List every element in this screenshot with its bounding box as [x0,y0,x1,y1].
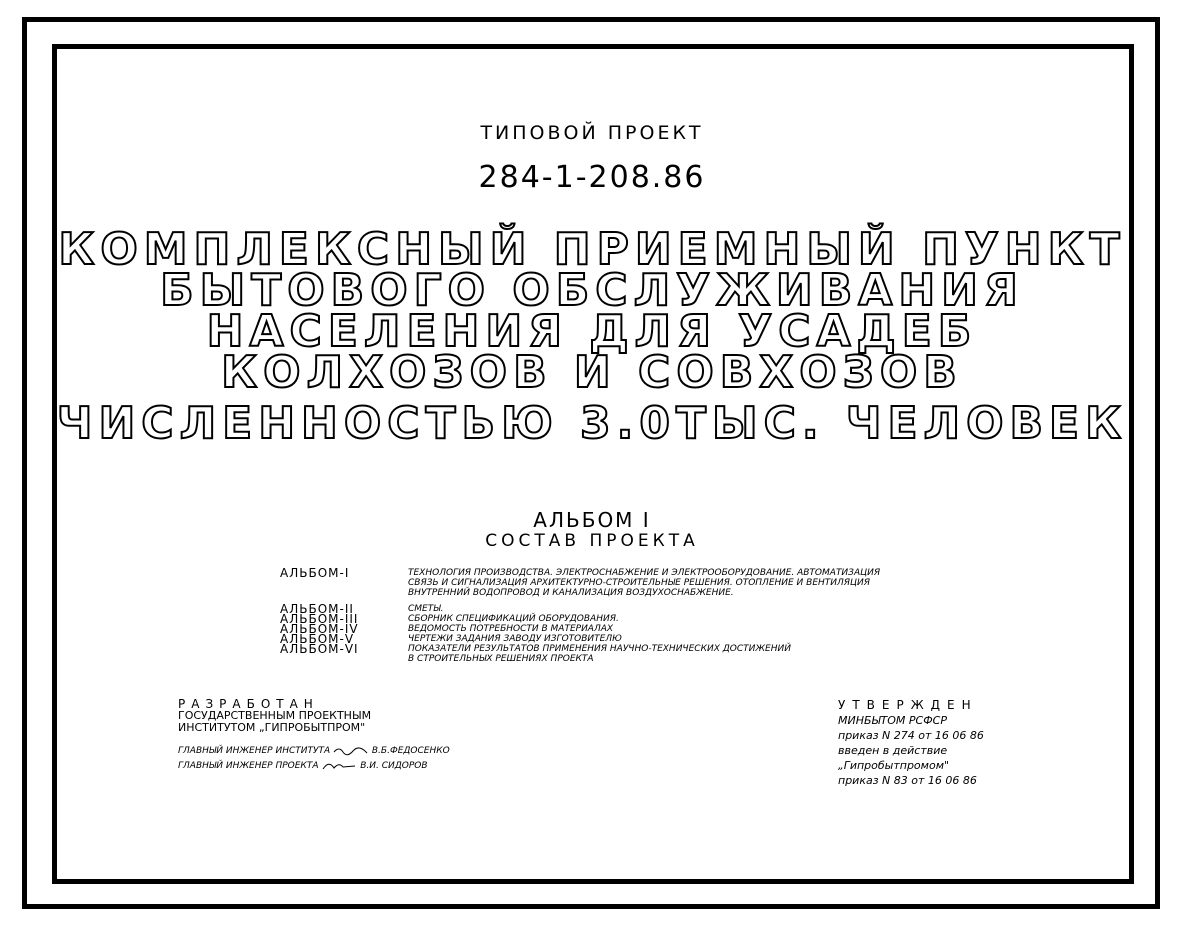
approved-header: УТВЕРЖДЕН [838,698,978,712]
approved-line-2: приказ N 274 от 16 06 86 [838,729,984,742]
album-name: АЛЬБОМ-IV [280,622,359,636]
title-line-4: КОЛХОЗОВ И СОВХОЗОВ [221,347,963,398]
album-label: АЛЬБОМ I [533,508,651,532]
album-name: АЛЬБОМ-II [280,602,354,616]
composition-label: СОСТАВ ПРОЕКТА [485,531,699,551]
signatures-block [178,744,450,774]
project-number: 284-1-208.86 [478,160,706,195]
approved-line-3: введен в действие [838,744,948,757]
album-list [280,568,960,664]
album-description: СМЕТЫ. [408,604,444,614]
approved-line-1: МИНБЫТОМ РСФСР [838,714,948,727]
album-description: ВЕДОМОСТЬ ПОТРЕБНОСТИ В МАТЕРИАЛАХ [408,624,614,634]
album-description: ТЕХНОЛОГИЯ ПРОИЗВОДСТВА. ЭЛЕКТРОСНАБЖЕНИЕ И ЭЛЕКТРООБОРУДОВАНИЕ. АВТОМАТИЗАЦИЯ СВЯЗЬ И СИГНАЛИЗАЦИЯ АРХИТЕКТУРНО-СТРОИТЕЛЬНЫЕ РЕШЕНИЯ. ОТОПЛЕНИЕ И ВЕНТИЛЯЦИЯ ВНУТРЕННИЙ ВОДОПРОВОД И КАНАЛИЗАЦИЯ ВОЗДУХОСНАБЖЕНИЕ. [408,568,881,598]
album-row [280,624,960,634]
chief-institute-role: ГЛАВНЫЙ ИНЖЕНЕР ИНСТИТУТА [178,746,331,756]
album-row [280,568,960,598]
album-row [280,644,960,664]
album-row [280,614,960,624]
album-name: АЛЬБОМ-V [280,632,355,646]
title-line-1: КОМПЛЕКСНЫЙ ПРИЕМНЫЙ ПУНКТ [58,224,1126,275]
album-description: ЧЕРТЕЖИ ЗАДАНИЯ ЗАВОДУ ИЗГОТОВИТЕЛЮ [408,634,622,644]
album-description: СБОРНИК СПЕЦИФИКАЦИЙ ОБОРУДОВАНИЯ. [408,614,619,624]
album-name: АЛЬБОМ-I [280,566,350,580]
chief-project-role: ГЛАВНЫЙ ИНЖЕНЕР ПРОЕКТА [178,761,319,771]
developed-line-1: ГОСУДАРСТВЕННЫМ ПРОЕКТНЫМ [178,709,372,722]
title-line-3: НАСЕЛЕНИЯ ДЛЯ УСАДЕБ [206,306,978,357]
approved-line-4: „Гипробытпромом" [838,759,950,772]
album-name: АЛЬБОМ-III [280,612,359,626]
chief-project-name: В.И. СИДОРОВ [360,761,428,771]
title-line-5: ЧИСЛЕННОСТЬЮ 3.0ТЫС. ЧЕЛОВЕК [56,398,1128,449]
approved-block [838,698,984,788]
album-name: АЛЬБОМ-VI [280,642,359,656]
approved-line-5: приказ N 83 от 16 06 86 [838,774,977,787]
signature-icon [321,760,357,772]
album-row [280,634,960,644]
chief-project-row [178,759,450,774]
album-row [280,604,960,614]
developed-block [178,698,371,734]
developed-header: РАЗРАБОТАН [178,697,319,711]
chief-institute-name: В.Б.ФЕДОСЕНКО [371,746,450,756]
type-project-label: ТИПОВОЙ ПРОЕКТ [480,122,704,144]
title-line-2: БЫТОВОГО ОБСЛУЖИВАНИЯ [160,265,1024,316]
chief-institute-row [178,744,450,759]
signature-icon [333,745,369,757]
album-description: ПОКАЗАТЕЛИ РЕЗУЛЬТАТОВ ПРИМЕНЕНИЯ НАУЧНО-ТЕХНИЧЕСКИХ ДОСТИЖЕНИЙ В СТРОИТЕЛЬНЫХ РЕШЕНИЯХ ПРОЕКТА [408,644,791,664]
developed-line-2: ИНСТИТУТОМ „ГИПРОБЫТПРОМ" [178,721,366,734]
